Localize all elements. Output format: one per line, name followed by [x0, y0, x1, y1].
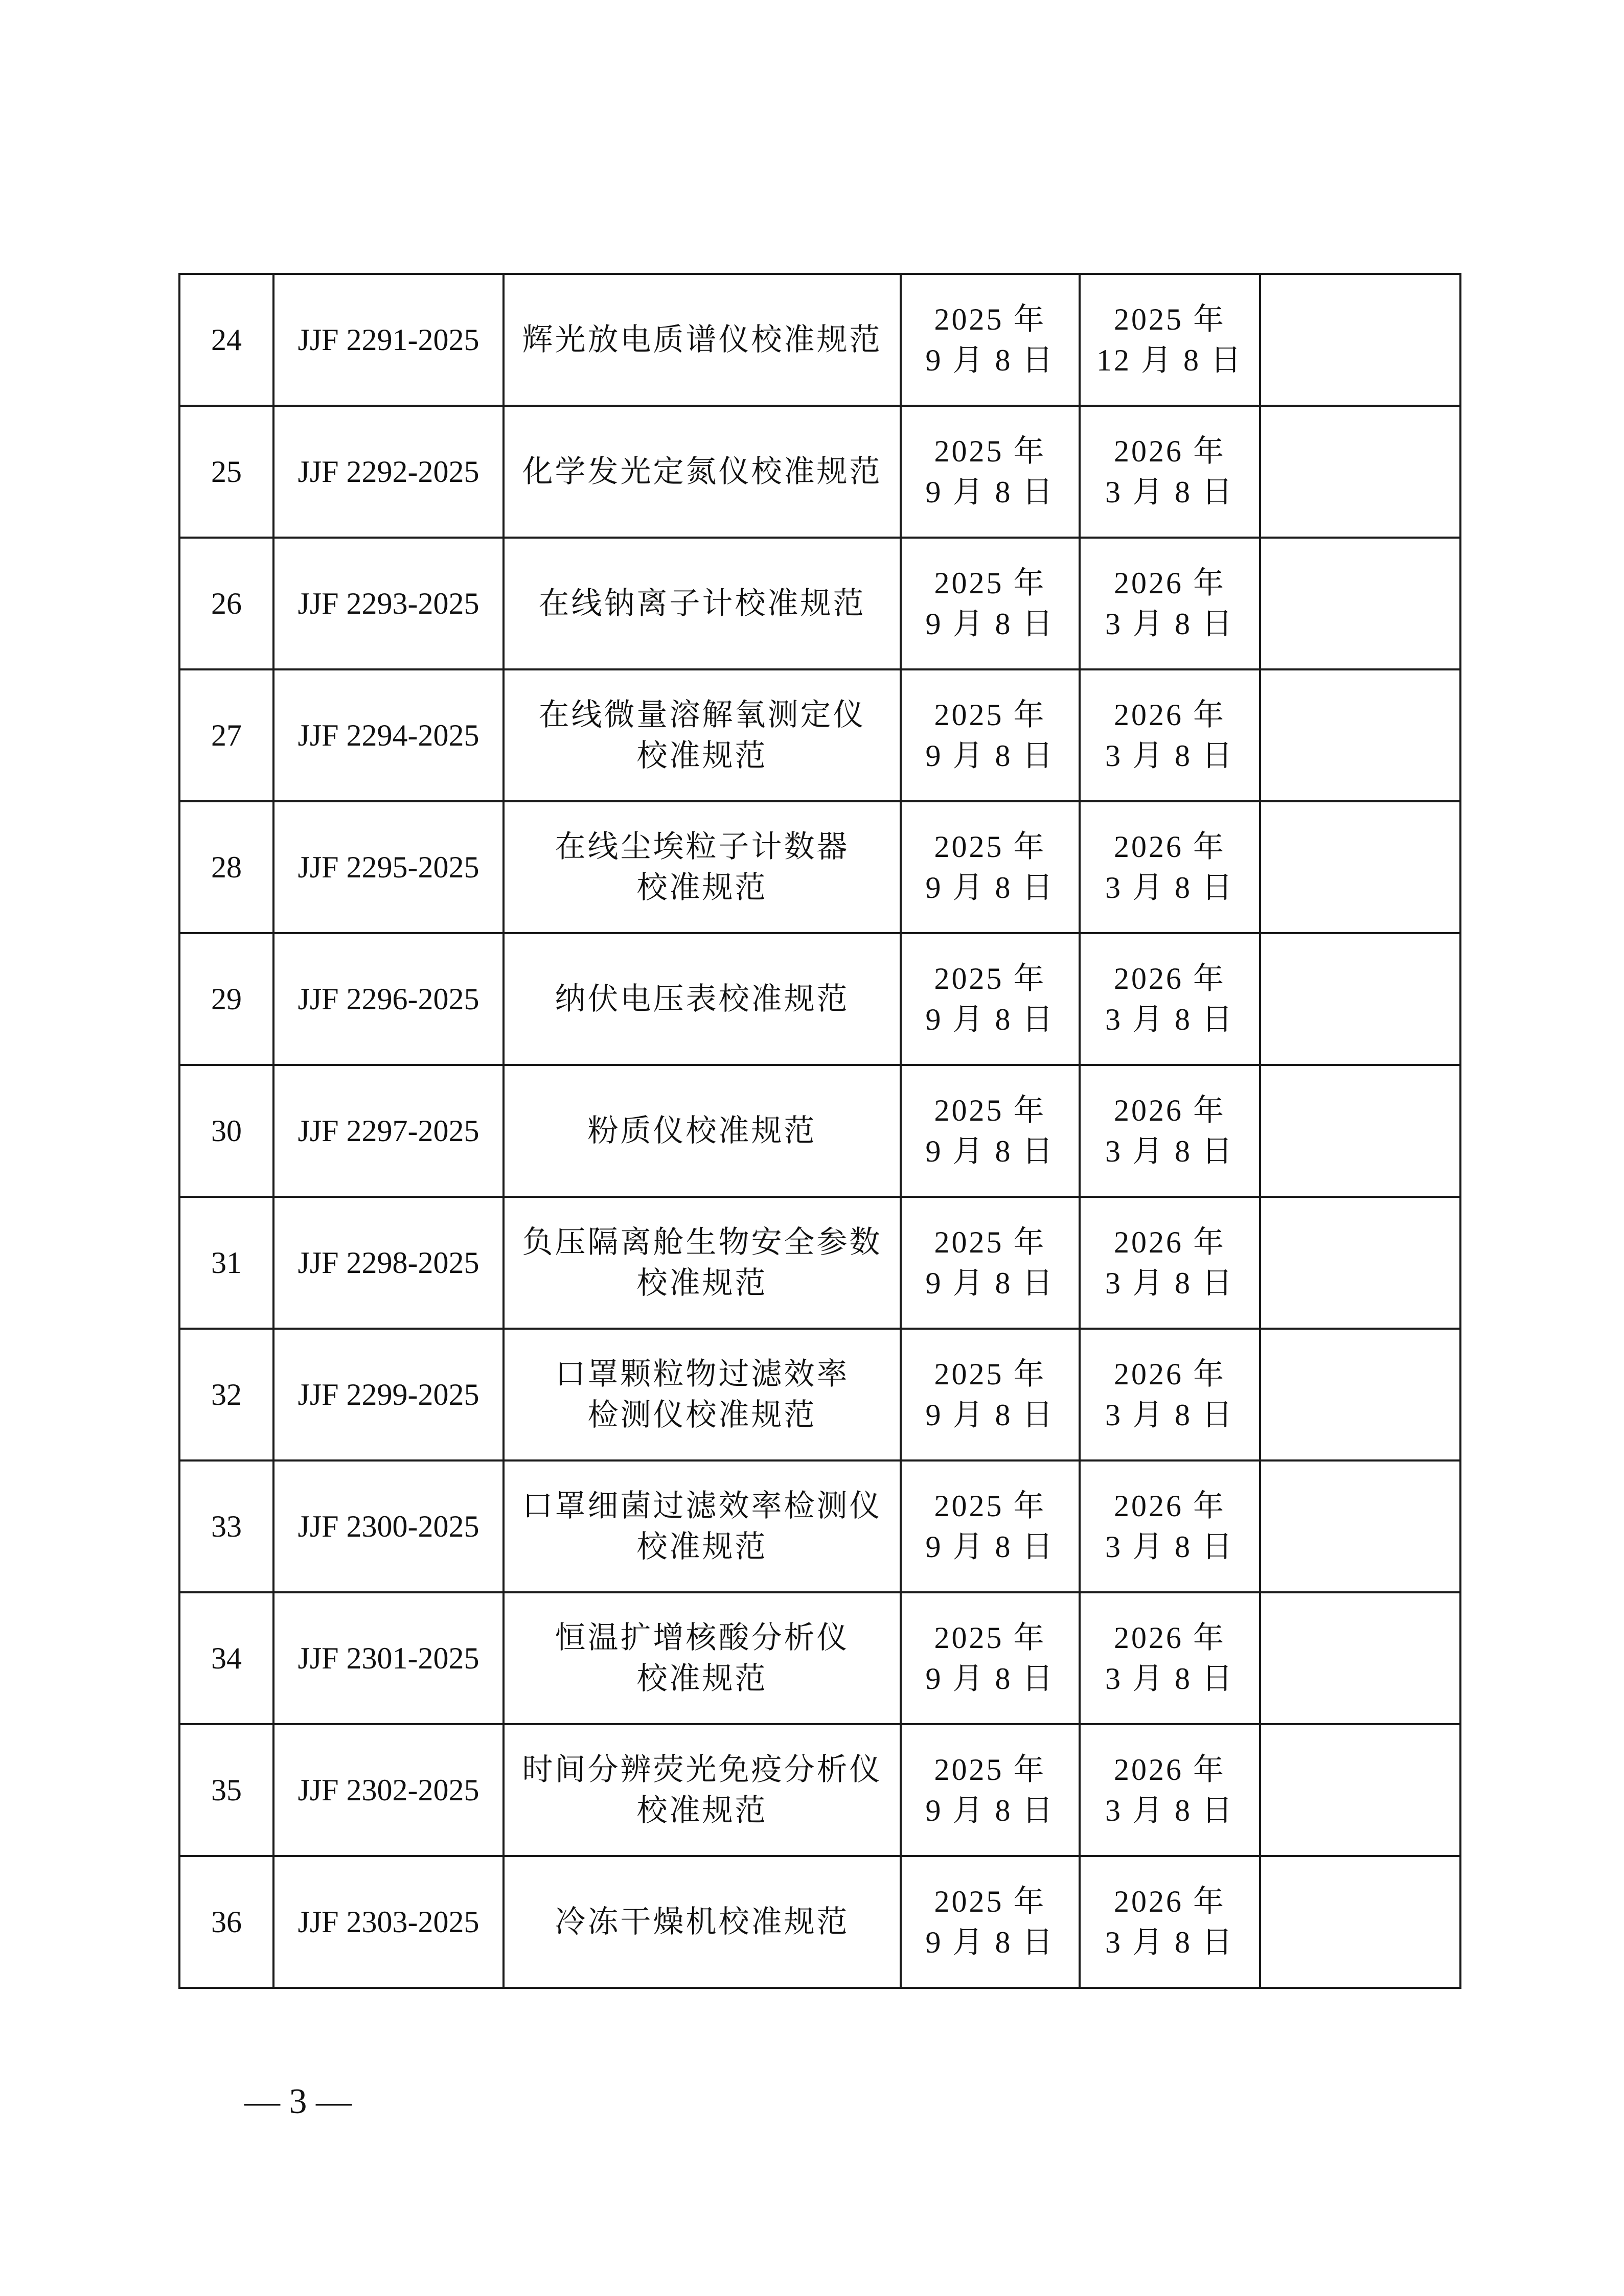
effective-date-cell — [1080, 801, 1260, 933]
effective-date-line: 3 月 8 日 — [1105, 1134, 1234, 1168]
approval-date-line: 9 月 8 日 — [925, 475, 1055, 509]
spec-name-cell — [504, 274, 901, 406]
effective-date-cell — [1080, 669, 1260, 801]
effective-date-cell — [1080, 1724, 1260, 1856]
spec-name-cell — [504, 669, 901, 801]
approval-date-cell — [901, 1592, 1080, 1724]
approval-date-line: 9 月 8 日 — [925, 1134, 1055, 1168]
serial-number-cell — [179, 274, 273, 406]
serial-number-cell — [179, 1065, 273, 1197]
serial-number-cell — [179, 933, 273, 1065]
effective-date-cell — [1080, 1856, 1260, 1988]
effective-date-line: 2026 年 — [1114, 566, 1226, 600]
spec-name-line: 冷冻干燥机校准规范 — [555, 1904, 850, 1940]
spec-name-line: 纳伏电压表校准规范 — [555, 981, 850, 1017]
spec-name-line: 负压隔离舱生物安全参数 — [522, 1224, 882, 1260]
effective-date-line: 2025 年 — [1114, 303, 1226, 336]
approval-date-line: 9 月 8 日 — [925, 1530, 1055, 1564]
effective-date-line: 2026 年 — [1114, 698, 1226, 732]
approval-date-line: 2025 年 — [934, 1489, 1046, 1523]
table-row — [179, 1856, 1460, 1988]
spec-name-line: 在线微量溶解氧测定仪 — [538, 697, 866, 733]
effective-date-line: 2026 年 — [1114, 1489, 1226, 1523]
approval-date-line: 9 月 8 日 — [925, 607, 1055, 641]
approval-date-cell — [901, 1197, 1080, 1329]
approval-date-line: 9 月 8 日 — [925, 1794, 1055, 1827]
effective-date-line: 3 月 8 日 — [1105, 871, 1234, 905]
table-row — [179, 669, 1460, 801]
spec-code-cell — [273, 1592, 504, 1724]
serial-number: 25 — [211, 455, 242, 489]
spec-name-line: 粉质仪校准规范 — [587, 1113, 817, 1149]
table-row — [179, 801, 1460, 933]
serial-number-cell — [179, 1856, 273, 1988]
spec-name-cell — [504, 1592, 901, 1724]
spec-code-cell — [273, 1460, 504, 1592]
effective-date-cell — [1080, 1592, 1260, 1724]
serial-number-cell — [179, 1460, 273, 1592]
spec-name-line: 检测仪校准规范 — [587, 1397, 817, 1433]
spec-name-line: 辉光放电质谱仪校准规范 — [522, 322, 882, 358]
approval-date-line: 2025 年 — [934, 434, 1046, 468]
approval-date-line: 2025 年 — [934, 962, 1046, 995]
spec-name-cell — [504, 406, 901, 538]
serial-number: 35 — [211, 1773, 242, 1807]
approval-date-cell — [901, 1460, 1080, 1592]
spec-name-line: 在线尘埃粒子计数器 — [555, 829, 850, 865]
effective-date-cell — [1080, 1329, 1260, 1460]
effective-date-line: 3 月 8 日 — [1105, 1530, 1234, 1564]
effective-date-line: 2026 年 — [1114, 1885, 1226, 1918]
approval-date-line: 2025 年 — [934, 303, 1046, 336]
spec-code-cell — [273, 801, 504, 933]
spec-name-cell — [504, 1724, 901, 1856]
spec-code-cell — [273, 1197, 504, 1329]
approval-date-line: 9 月 8 日 — [925, 343, 1055, 377]
spec-code-cell — [273, 1065, 504, 1197]
spec-code-cell — [273, 933, 504, 1065]
approval-date-line: 9 月 8 日 — [925, 1398, 1055, 1432]
remark-cell — [1260, 1460, 1460, 1592]
spec-name-cell — [504, 933, 901, 1065]
serial-number: 30 — [211, 1114, 242, 1148]
table-row — [179, 1592, 1460, 1724]
table-row — [179, 933, 1460, 1065]
serial-number: 27 — [211, 718, 242, 752]
spec-name-cell — [504, 538, 901, 669]
table-row — [179, 538, 1460, 669]
remark-cell — [1260, 1724, 1460, 1856]
spec-name-line: 时间分辨荧光免疫分析仪 — [522, 1752, 882, 1788]
table-row — [179, 1329, 1460, 1460]
spec-code: JJF 2291-2025 — [298, 323, 479, 357]
spec-name-cell — [504, 1856, 901, 1988]
approval-date-line: 2025 年 — [934, 1094, 1046, 1127]
effective-date-cell — [1080, 538, 1260, 669]
spec-name-line: 校准规范 — [636, 738, 768, 774]
spec-code-cell — [273, 1724, 504, 1856]
serial-number-cell — [179, 1329, 273, 1460]
effective-date-cell — [1080, 274, 1260, 406]
serial-number: 33 — [211, 1510, 242, 1543]
spec-name-line: 化学发光定氮仪校准规范 — [522, 454, 882, 490]
effective-date-line: 12 月 8 日 — [1096, 343, 1243, 377]
serial-number: 34 — [211, 1641, 242, 1675]
spec-name-cell — [504, 1460, 901, 1592]
serial-number: 32 — [211, 1378, 242, 1411]
spec-code: JJF 2297-2025 — [298, 1114, 479, 1148]
approval-date-cell — [901, 406, 1080, 538]
spec-code-cell — [273, 669, 504, 801]
approval-date-cell — [901, 669, 1080, 801]
remark-cell — [1260, 538, 1460, 669]
serial-number: 24 — [211, 323, 242, 357]
spec-name-cell — [504, 1197, 901, 1329]
effective-date-line: 2026 年 — [1114, 434, 1226, 468]
spec-name-cell — [504, 801, 901, 933]
serial-number: 36 — [211, 1905, 242, 1939]
remark-cell — [1260, 1856, 1460, 1988]
spec-name-line: 口罩细菌过滤效率检测仪 — [522, 1488, 882, 1524]
spec-code-cell — [273, 538, 504, 669]
remark-cell — [1260, 1065, 1460, 1197]
effective-date-cell — [1080, 1460, 1260, 1592]
effective-date-line: 3 月 8 日 — [1105, 739, 1234, 773]
effective-date-line: 2026 年 — [1114, 830, 1226, 864]
approval-date-line: 9 月 8 日 — [925, 871, 1055, 905]
page-number: — 3 — — [244, 2082, 352, 2121]
approval-date-cell — [901, 1856, 1080, 1988]
effective-date-cell — [1080, 933, 1260, 1065]
approval-date-line: 9 月 8 日 — [925, 1662, 1055, 1696]
serial-number-cell — [179, 1724, 273, 1856]
approval-date-cell — [901, 1329, 1080, 1460]
spec-name-line: 恒温扩增核酸分析仪 — [555, 1620, 850, 1656]
approval-date-cell — [901, 538, 1080, 669]
table-row — [179, 1724, 1460, 1856]
spec-code: JJF 2293-2025 — [298, 587, 479, 620]
approval-date-line: 2025 年 — [934, 1621, 1046, 1655]
spec-name-line: 口罩颗粒物过滤效率 — [555, 1356, 850, 1392]
spec-code: JJF 2298-2025 — [298, 1246, 479, 1280]
serial-number: 29 — [211, 982, 242, 1016]
spec-code: JJF 2294-2025 — [298, 718, 479, 752]
spec-code-cell — [273, 1856, 504, 1988]
approval-date-cell — [901, 1065, 1080, 1197]
approval-date-line: 2025 年 — [934, 1885, 1046, 1918]
approval-date-line: 2025 年 — [934, 1225, 1046, 1259]
serial-number-cell — [179, 1592, 273, 1724]
spec-name-line: 校准规范 — [636, 1793, 768, 1828]
effective-date-line: 2026 年 — [1114, 1753, 1226, 1787]
approval-date-line: 2025 年 — [934, 830, 1046, 864]
remark-cell — [1260, 933, 1460, 1065]
serial-number: 26 — [211, 587, 242, 620]
effective-date-line: 3 月 8 日 — [1105, 1662, 1234, 1696]
spec-code: JJF 2301-2025 — [298, 1641, 479, 1675]
effective-date-line: 2026 年 — [1114, 1225, 1226, 1259]
remark-cell — [1260, 274, 1460, 406]
approval-date-cell — [901, 801, 1080, 933]
spec-name-line: 校准规范 — [636, 1661, 768, 1697]
approval-date-line: 9 月 8 日 — [925, 739, 1055, 773]
spec-code-cell — [273, 406, 504, 538]
spec-code: JJF 2295-2025 — [298, 850, 479, 884]
serial-number: 28 — [211, 850, 242, 884]
spec-code: JJF 2302-2025 — [298, 1773, 479, 1807]
approval-date-cell — [901, 274, 1080, 406]
serial-number-cell — [179, 406, 273, 538]
approval-date-line: 2025 年 — [934, 698, 1046, 732]
spec-code: JJF 2303-2025 — [298, 1905, 479, 1939]
remark-cell — [1260, 1329, 1460, 1460]
effective-date-line: 3 月 8 日 — [1105, 1003, 1234, 1036]
remark-cell — [1260, 1592, 1460, 1724]
effective-date-line: 2026 年 — [1114, 962, 1226, 995]
serial-number: 31 — [211, 1246, 242, 1280]
spec-name-cell — [504, 1329, 901, 1460]
effective-date-line: 2026 年 — [1114, 1621, 1226, 1655]
spec-name-line: 在线钠离子计校准规范 — [538, 586, 866, 621]
effective-date-cell — [1080, 406, 1260, 538]
effective-date-line: 3 月 8 日 — [1105, 1794, 1234, 1827]
effective-date-line: 3 月 8 日 — [1105, 1926, 1234, 1959]
table-row — [179, 1460, 1460, 1592]
table-row — [179, 274, 1460, 406]
effective-date-cell — [1080, 1197, 1260, 1329]
approval-date-line: 9 月 8 日 — [925, 1003, 1055, 1036]
remark-cell — [1260, 1197, 1460, 1329]
spec-code-cell — [273, 1329, 504, 1460]
approval-date-line: 9 月 8 日 — [925, 1926, 1055, 1959]
serial-number-cell — [179, 801, 273, 933]
serial-number-cell — [179, 669, 273, 801]
approval-date-line: 2025 年 — [934, 1753, 1046, 1787]
approval-date-cell — [901, 1724, 1080, 1856]
spec-name-line: 校准规范 — [636, 870, 768, 906]
spec-code-cell — [273, 274, 504, 406]
spec-code: JJF 2296-2025 — [298, 982, 479, 1016]
table-row — [179, 1197, 1460, 1329]
serial-number-cell — [179, 1197, 273, 1329]
approval-date-line: 2025 年 — [934, 1357, 1046, 1391]
approval-date-cell — [901, 933, 1080, 1065]
effective-date-line: 3 月 8 日 — [1105, 1398, 1234, 1432]
spec-name-cell — [504, 1065, 901, 1197]
spec-code: JJF 2300-2025 — [298, 1510, 479, 1543]
effective-date-line: 3 月 8 日 — [1105, 1266, 1234, 1300]
effective-date-line: 3 月 8 日 — [1105, 607, 1234, 641]
effective-date-line: 2026 年 — [1114, 1357, 1226, 1391]
table-row — [179, 406, 1460, 538]
effective-date-line: 3 月 8 日 — [1105, 475, 1234, 509]
spec-name-line: 校准规范 — [636, 1265, 768, 1301]
remark-cell — [1260, 406, 1460, 538]
approval-date-line: 9 月 8 日 — [925, 1266, 1055, 1300]
serial-number-cell — [179, 538, 273, 669]
calibration-spec-table — [178, 273, 1461, 1989]
spec-code: JJF 2299-2025 — [298, 1378, 479, 1411]
spec-name-line: 校准规范 — [636, 1529, 768, 1565]
remark-cell — [1260, 801, 1460, 933]
spec-code: JJF 2292-2025 — [298, 455, 479, 489]
remark-cell — [1260, 669, 1460, 801]
effective-date-cell — [1080, 1065, 1260, 1197]
table-row — [179, 1065, 1460, 1197]
approval-date-line: 2025 年 — [934, 566, 1046, 600]
effective-date-line: 2026 年 — [1114, 1094, 1226, 1127]
table-body — [179, 274, 1460, 1988]
